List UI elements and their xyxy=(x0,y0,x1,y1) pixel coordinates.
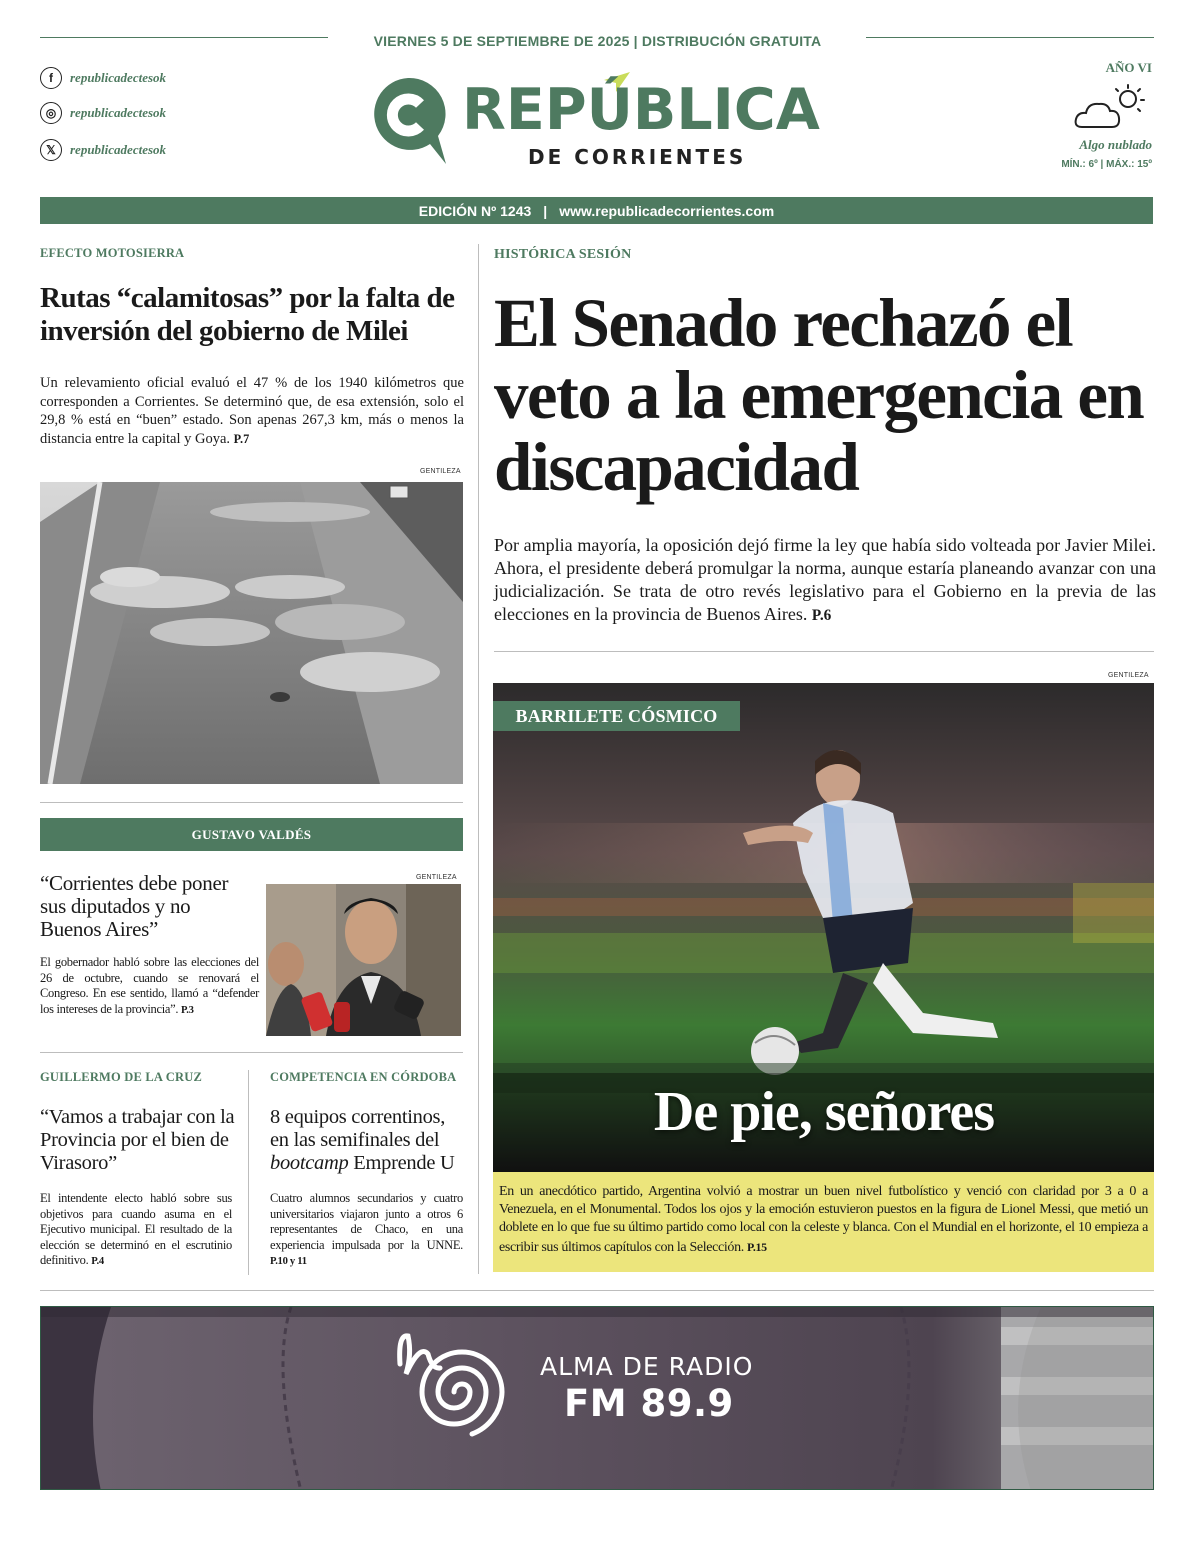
valdes-bar: GUSTAVO VALDÉS xyxy=(40,818,463,851)
roads-photo-credit: GENTILEZA xyxy=(420,468,461,475)
messi-body xyxy=(493,1172,1154,1272)
alma-de-radio-logo-icon xyxy=(380,1324,530,1464)
cordoba-headline-a: 8 equipos correntinos, en las semifinales del xyxy=(270,1106,446,1151)
cordoba-body xyxy=(270,1191,463,1270)
social-facebook[interactable] xyxy=(40,67,166,89)
weather-temps: MÍN.: 6º | MÁX.: 15º xyxy=(1061,159,1152,170)
messi-headline[interactable]: De pie, señores xyxy=(653,1081,995,1143)
cordoba-headline[interactable] xyxy=(270,1106,465,1175)
instagram-icon: ◎ xyxy=(40,102,62,124)
roads-body-text: Un relevamiento oficial evaluó el 47 % de los 1940 kilómetros que corresponden a Corrientes. Se determinó que, de esa extensión, solo el 29,8 % está en “buen” estado. Son apenas 267,3 km, más o menos la distancia entre la capital y Goya. xyxy=(40,375,464,447)
roads-body xyxy=(40,374,464,448)
valdes-body-text: El gobernador habló sobre las elecciones del 26 de octubre, cuando se renovará el Congreso. En ese sentido, llamó a “defender los intereses de la provincia”. xyxy=(40,955,259,1016)
divider-main-columns xyxy=(478,244,479,1274)
valdes-body xyxy=(40,955,259,1018)
ad-line1: ALMA DE RADIO xyxy=(540,1352,754,1381)
logo-subtitle: DE CORRIENTES xyxy=(528,145,747,169)
instagram-handle: republicadectesok xyxy=(70,105,167,120)
logo-c-icon xyxy=(368,74,448,166)
social-instagram[interactable] xyxy=(40,102,166,124)
messi-body-text: En un anecdótico partido, Argentina volvió a mostrar un buen nivel futbolístico y venció con claridad por 3 a 0 a Venezuela, en el Monumental. Todos los ojos y la emoción estuvieron puestos en la figura de Lionel Messi, que metió un doblete en lo que fue su último partido como local con la celeste y blanca. Con el Mundial en el horizonte, el 10 empieza a escribir sus últimos capítulos con la Selección. xyxy=(499,1184,1148,1255)
facebook-icon: f xyxy=(40,67,62,89)
ad-line2: FM 89.9 xyxy=(564,1382,734,1425)
valdes-photo xyxy=(266,884,461,1036)
senado-page-ref[interactable]: P.6 xyxy=(811,607,832,624)
messi-tag: BARRILETE CÓSMICO xyxy=(493,701,740,731)
senado-kicker: HISTÓRICA SESIÓN xyxy=(494,247,632,262)
divider-ad xyxy=(40,1290,1154,1291)
road-potholes-photo xyxy=(40,482,463,784)
cordoba-body-text: Cuatro alumnos secundarios y cuatro universitarios viajaron junto a otros 6 representantes de Chaco, en una experiencia impulsada por la UNNE. xyxy=(270,1191,463,1252)
delacruz-body-text: El intendente electo habló sobre sus objetivos para cuando asuma en el Ejecutivo municipal. El resultado de la elección se determinó en el escrutinio definitivo. xyxy=(40,1191,232,1267)
edition-bar xyxy=(40,197,1153,224)
logo-title: REPÚBLICA xyxy=(462,77,820,143)
cordoba-headline-b: Emprende U xyxy=(348,1152,455,1174)
valdes-page-ref[interactable]: P.3 xyxy=(181,1004,194,1016)
roads-kicker: EFECTO MOTOSIERRA xyxy=(40,246,185,260)
top-rule-left xyxy=(40,37,328,38)
cordoba-kicker: COMPETENCIA EN CÓRDOBA xyxy=(270,1070,457,1084)
x-handle: republicadectesok xyxy=(70,142,167,157)
top-rule-right xyxy=(866,37,1154,38)
facebook-handle: republicadectesok xyxy=(70,70,167,85)
divider-valdes xyxy=(40,1052,463,1053)
delacruz-body xyxy=(40,1191,232,1270)
messi-photo-credit: GENTILEZA xyxy=(1108,672,1149,679)
year-label: AÑO VI xyxy=(1105,60,1152,75)
senado-body-text: Por amplia mayoría, la oposición dejó firme la ley que había sido volteada por Javier Milei. Ahora, el presidente deberá promulgar la norma, aunque estaría planeando avanzar con una judicialización. Se trata de otro revés legislativo para el Gobierno en la previa de las elecciones en la provincia de Buenos Aires. xyxy=(494,535,1156,624)
roads-page-ref[interactable]: P.7 xyxy=(233,431,250,446)
edition-separator: | xyxy=(543,202,548,219)
divider-senado xyxy=(494,651,1154,652)
delacruz-page-ref[interactable]: P.4 xyxy=(91,1256,104,1267)
valdes-headline[interactable]: “Corrientes debe poner sus diputados y no Buenos Aires” xyxy=(40,871,229,941)
weather-label: Algo nublado xyxy=(1079,137,1152,152)
divider-roads xyxy=(40,802,463,803)
messi-page-ref[interactable]: P.15 xyxy=(747,1239,767,1254)
social-x[interactable] xyxy=(40,139,166,161)
roads-headline[interactable]: Rutas “calamitosas” por la falta de inversión del gobierno de Milei xyxy=(40,282,455,347)
cordoba-headline-em: bootcamp xyxy=(270,1152,349,1174)
delacruz-headline[interactable]: “Vamos a trabajar con la Provincia por el bien de Virasoro” xyxy=(40,1106,235,1174)
valdes-photo-credit: GENTILEZA xyxy=(416,874,457,881)
divider-bottom-left xyxy=(248,1070,249,1275)
website-link[interactable]: www.republicadecorrientes.com xyxy=(559,202,775,219)
partly-cloudy-icon xyxy=(1072,83,1152,133)
delacruz-kicker: GUILLERMO DE LA CRUZ xyxy=(40,1070,203,1084)
x-icon: 𝕏 xyxy=(40,139,62,161)
cordoba-page-ref[interactable]: P.10 y 11 xyxy=(270,1256,307,1267)
edition-number: EDICIÓN Nº 1243 xyxy=(418,202,532,219)
date-line: VIERNES 5 DE SEPTIEMBRE DE 2025 | DISTRIBUCIÓN GRATUITA xyxy=(373,33,822,49)
senado-headline[interactable]: El Senado rechazó el veto a la emergencia en discapacidad xyxy=(494,285,1144,505)
senado-body xyxy=(494,534,1156,627)
